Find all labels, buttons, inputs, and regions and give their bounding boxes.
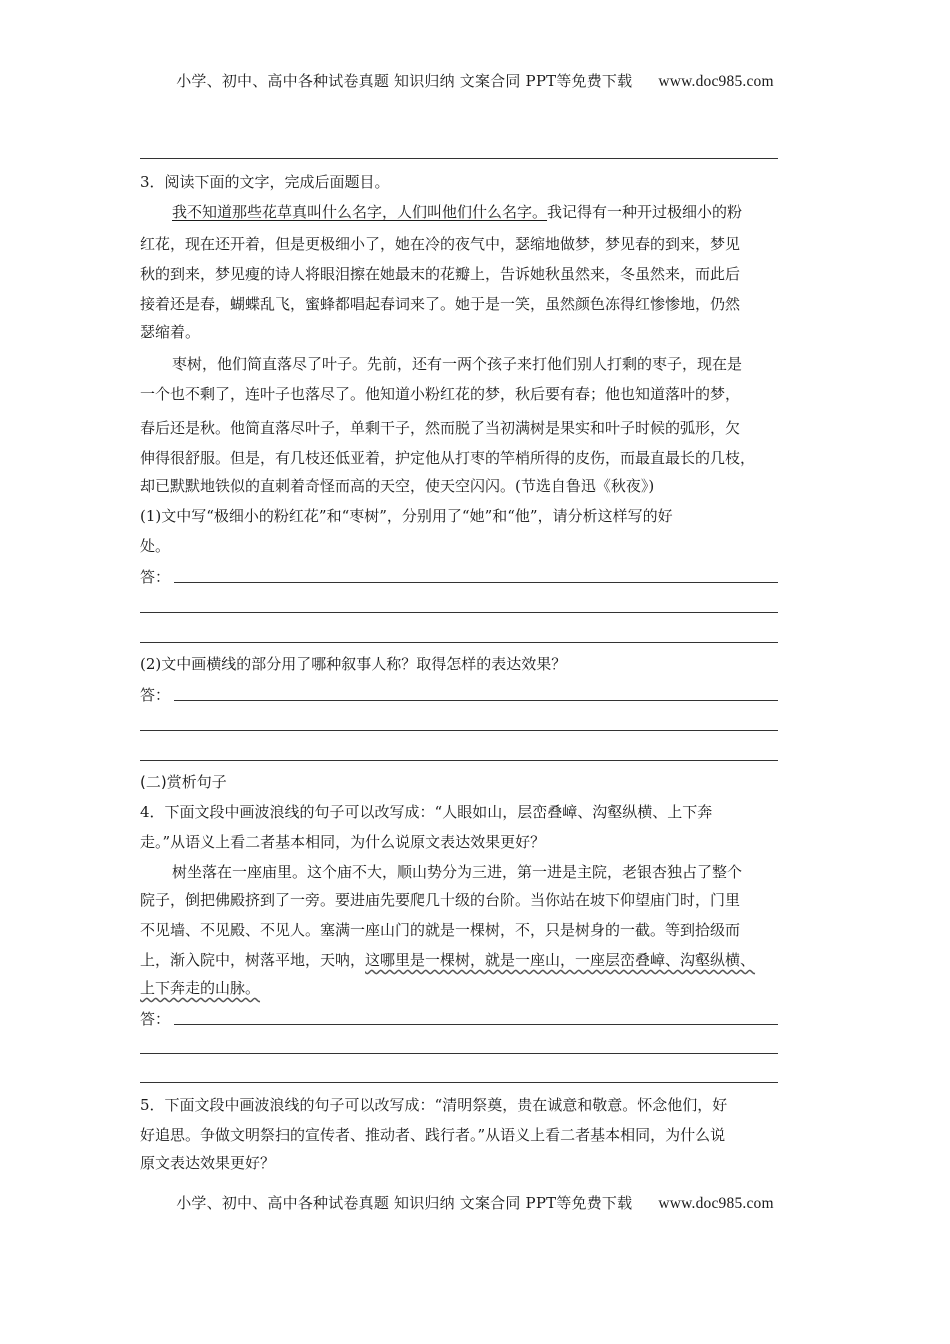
answer-line[interactable]: [140, 612, 778, 613]
page-footer: [0, 1192, 950, 1213]
q3-p2-line5: 却已默默地铁似的直刺着奇怪而高的天空，使天空闪闪。(节选自鲁迅《秋夜》): [140, 477, 655, 495]
header-text: 小学、初中、高中各种试卷真题 知识归纳 文案合同 PPT等免费下载: [176, 72, 633, 90]
answer-label: 答：: [140, 686, 171, 704]
q3-p2-line4: 伸得很舒服。但是，有几枝还低亚着，护定他从打枣的竿梢所得的皮伤，而最直最长的几枝，: [140, 449, 756, 467]
q4-passage-line4-plain: 上，渐入院中，树落平地，天呐，: [140, 951, 366, 969]
separator-line: [140, 158, 778, 159]
q3-sub1-line1: (1)文中写“极细小的粉红花”和“枣树”，分别用了“她”和“他”，请分析这样写的好: [140, 507, 673, 525]
q4-passage-line5: [140, 978, 820, 998]
q3-p1-line4: 接着还是春，蝴蝶乱飞，蜜蜂都唱起春词来了。她于是一笑，虽然颜色冻得红惨惨地，仍然: [140, 295, 741, 313]
wavy-sentence: 这哪里是一棵树，就是一座山，一座层峦叠嶂、沟壑纵横、: [365, 951, 756, 969]
page-header: [0, 70, 950, 91]
q3-p1-line1-rest: 我记得有一种开过极细小的粉: [547, 203, 743, 221]
q3-p1-line5: 瑟缩着。: [140, 323, 201, 341]
q3-sub1-line2: 处。: [140, 537, 171, 555]
answer-label: 答：: [140, 568, 171, 586]
section-heading: (二)赏析句子: [140, 773, 227, 791]
header-url[interactable]: www.doc985.com: [658, 73, 774, 90]
answer-line[interactable]: [140, 730, 778, 731]
q3-p1-line1: [172, 202, 852, 222]
q5-line2: 好追思。争做文明祭扫的宣传者、推动者、践行者。”从语义上看二者基本相同，为什么说: [140, 1126, 726, 1144]
answer-label: 答：: [140, 1010, 171, 1028]
q4-line1: 4．下面文段中画波浪线的句子可以改写成：“人眼如山，层峦叠嶂、沟壑纵横、上下奔: [140, 803, 713, 821]
q4-passage-line2: 院子，倒把佛殿挤到了一旁。要进庙先要爬几十级的台阶。当你站在坡下仰望庙门时，门里: [140, 891, 741, 909]
footer-url[interactable]: www.doc985.com: [658, 1195, 774, 1212]
q4-passage-line4: [140, 950, 820, 970]
q3-p1-line3: 秋的到来，梦见瘦的诗人将眼泪擦在她最末的花瓣上，告诉她秋虽然来，冬虽然来，而此后: [140, 265, 741, 283]
q5-line1: 5．下面文段中画波浪线的句子可以改写成：“清明祭奠，贵在诚意和敬意。怀念他们，好: [140, 1096, 728, 1114]
q3-sub2: (2)文中画横线的部分用了哪种叙事人称？取得怎样的表达效果？: [140, 655, 567, 673]
q3-p2-line1: 枣树，他们简直落尽了叶子。先前，还有一两个孩子来打他们别人打剩的枣子，现在是: [172, 355, 743, 373]
answer-line[interactable]: [174, 582, 778, 583]
wavy-sentence: 上下奔走的山脉。: [140, 979, 261, 997]
answer-line[interactable]: [174, 700, 778, 701]
footer-text: 小学、初中、高中各种试卷真题 知识归纳 文案合同 PPT等免费下载: [176, 1194, 633, 1212]
q3-title: 3．阅读下面的文字，完成后面题目。: [140, 173, 390, 191]
answer-line[interactable]: [140, 642, 778, 643]
q5-line3: 原文表达效果更好？: [140, 1154, 276, 1172]
q4-line2: 走。”从语义上看二者基本相同，为什么说原文表达效果更好？: [140, 833, 546, 851]
q3-p1-line2: 红花，现在还开着，但是更极细小了，她在冷的夜气中，瑟缩地做梦，梦见春的到来，梦见: [140, 235, 741, 253]
q4-passage-line1: 树坐落在一座庙里。这个庙不大，顺山势分为三进，第一进是主院，老银杏独占了整个: [172, 863, 743, 881]
answer-line[interactable]: [140, 1082, 778, 1083]
answer-line[interactable]: [140, 760, 778, 761]
answer-line[interactable]: [174, 1024, 778, 1025]
q4-passage-line3: 不见墙、不见殿、不见人。塞满一座山门的就是一棵树，不，只是树身的一截。等到拾级而: [140, 921, 741, 939]
q3-p2-line3: 春后还是秋。他简直落尽叶子，单剩干子，然而脱了当初满树是果实和叶子时候的弧形，欠: [140, 419, 741, 437]
underlined-sentence: 我不知道那些花草真叫什么名字，人们叫他们什么名字。: [172, 203, 548, 221]
answer-line[interactable]: [140, 1053, 778, 1054]
q3-p2-line2: 一个也不剩了，连叶子也落尽了。他知道小粉红花的梦，秋后要有春；他也知道落叶的梦，: [140, 385, 741, 403]
